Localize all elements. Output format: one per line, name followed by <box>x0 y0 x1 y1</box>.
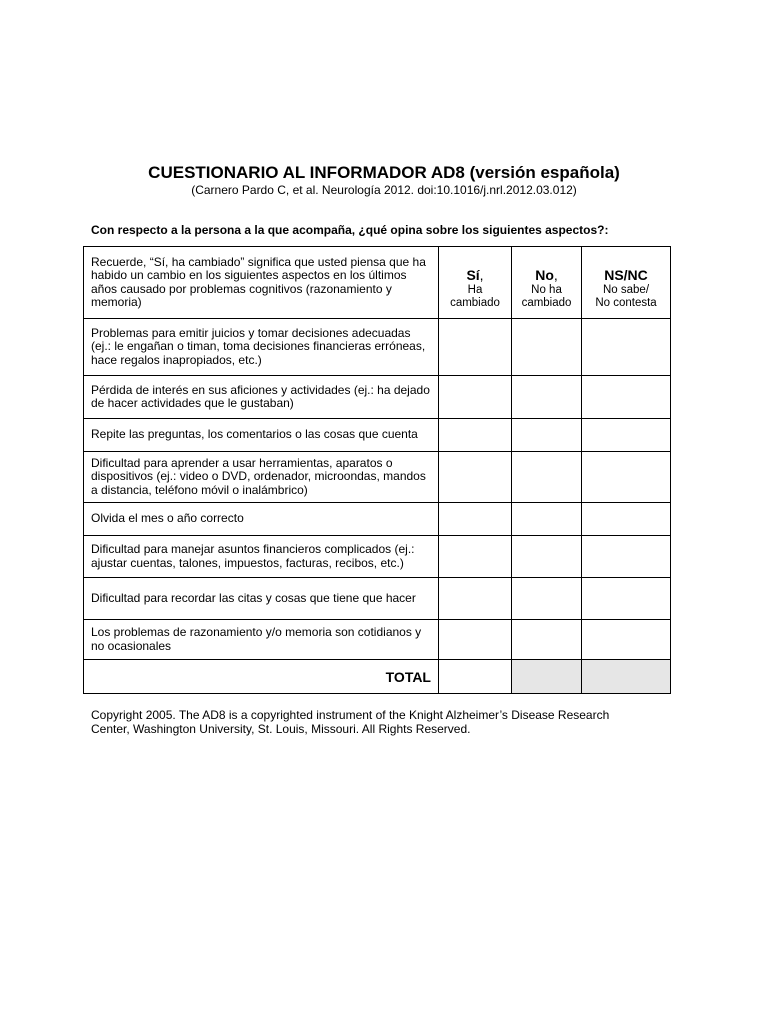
item-label-3: Repite las preguntas, los comentarios o las cosas que cuenta <box>84 419 439 452</box>
answer-column-si <box>439 247 512 319</box>
total-row <box>84 660 671 694</box>
answer-cell-si-7[interactable] <box>439 578 512 620</box>
table-header-row <box>84 247 671 319</box>
answer-cell-nsnc-1[interactable] <box>582 319 671 376</box>
column-nsnc-subtitle-1: No sabe/ <box>602 283 650 296</box>
item-label-7: Dificultad para recordar las citas y cosas que tiene que hacer <box>84 578 439 620</box>
answer-cell-no-5[interactable] <box>512 503 582 536</box>
column-si-subtitle-1: Ha <box>467 283 483 296</box>
intro-note: Recuerde, “Sí, ha cambiado” significa que usted piensa que ha habido un cambio en los siguientes aspectos en los últimos años causado por problemas cognitivos (razonamiento y memoria) <box>84 247 439 319</box>
total-cell-nsnc-shaded <box>582 660 671 694</box>
answer-cell-si-6[interactable] <box>439 536 512 578</box>
column-si-separator: , <box>479 266 484 283</box>
column-no-subtitle-2: cambiado <box>521 296 572 309</box>
column-no-title: No <box>535 266 554 283</box>
ad8-questionnaire-table <box>83 246 671 694</box>
table-row <box>84 503 671 536</box>
table-row <box>84 620 671 660</box>
answer-cell-no-1[interactable] <box>512 319 582 376</box>
total-cell-si[interactable] <box>439 660 512 694</box>
answer-cell-no-3[interactable] <box>512 419 582 452</box>
table-row <box>84 376 671 419</box>
item-label-2: Pérdida de interés en sus aficiones y actividades (ej.: ha dejado de hacer actividades que le gustaban) <box>84 376 439 419</box>
answer-cell-si-5[interactable] <box>439 503 512 536</box>
answer-cell-nsnc-3[interactable] <box>582 419 671 452</box>
copyright-notice: Copyright 2005. The AD8 is a copyrighted instrument of the Knight Alzheimer’s Disease Research Center, Washington University, St. Louis, Missouri. All Rights Reserved. <box>91 708 610 736</box>
answer-cell-nsnc-8[interactable] <box>582 620 671 660</box>
column-si-title: Sí <box>466 266 480 283</box>
column-no-separator: , <box>553 266 558 283</box>
item-label-4: Dificultad para aprender a usar herramientas, aparatos o dispositivos (ej.: video o DVD, ordenador, microondas, mandos a distancia, teléfono móvil o inalámbrico) <box>84 452 439 503</box>
item-label-1: Problemas para emitir juicios y tomar decisiones adecuadas (ej.: le engañan o timan, toma decisiones financieras erróneas, hace regalos inapropiados, etc.) <box>84 319 439 376</box>
document-title: CUESTIONARIO AL INFORMADOR AD8 (versión española) <box>148 163 620 182</box>
answer-cell-no-4[interactable] <box>512 452 582 503</box>
table-row <box>84 578 671 620</box>
document-citation: (Carnero Pardo C, et al. Neurología 2012. doi:10.1016/j.nrl.2012.03.012) <box>191 183 577 197</box>
answer-cell-si-4[interactable] <box>439 452 512 503</box>
table-row <box>84 319 671 376</box>
column-si-subtitle-2: cambiado <box>450 296 500 309</box>
total-label: TOTAL <box>84 660 439 694</box>
answer-cell-no-2[interactable] <box>512 376 582 419</box>
table-row <box>84 419 671 452</box>
table-row <box>84 536 671 578</box>
column-nsnc-subtitle-2: No contesta <box>595 296 657 309</box>
answer-column-no <box>512 247 582 319</box>
answer-cell-no-6[interactable] <box>512 536 582 578</box>
answer-column-nsnc <box>582 247 671 319</box>
table-row <box>84 452 671 503</box>
answer-cell-nsnc-4[interactable] <box>582 452 671 503</box>
item-label-8: Los problemas de razonamiento y/o memoria son cotidianos y no ocasionales <box>84 620 439 660</box>
item-label-5: Olvida el mes o año correcto <box>84 503 439 536</box>
item-label-6: Dificultad para manejar asuntos financieros complicados (ej.: ajustar cuentas, talones, impuestos, facturas, recibos, etc.) <box>84 536 439 578</box>
answer-cell-si-2[interactable] <box>439 376 512 419</box>
column-nsnc-title: NS/NC <box>604 266 648 283</box>
question-prompt: Con respecto a la persona a la que acompaña, ¿qué opina sobre los siguientes aspectos?: <box>91 223 609 237</box>
answer-cell-no-7[interactable] <box>512 578 582 620</box>
answer-cell-nsnc-2[interactable] <box>582 376 671 419</box>
answer-cell-si-3[interactable] <box>439 419 512 452</box>
answer-cell-nsnc-7[interactable] <box>582 578 671 620</box>
answer-cell-nsnc-5[interactable] <box>582 503 671 536</box>
answer-cell-si-8[interactable] <box>439 620 512 660</box>
answer-cell-nsnc-6[interactable] <box>582 536 671 578</box>
column-no-subtitle-1: No ha <box>531 283 562 296</box>
answer-cell-si-1[interactable] <box>439 319 512 376</box>
total-cell-no-shaded <box>512 660 582 694</box>
answer-cell-no-8[interactable] <box>512 620 582 660</box>
